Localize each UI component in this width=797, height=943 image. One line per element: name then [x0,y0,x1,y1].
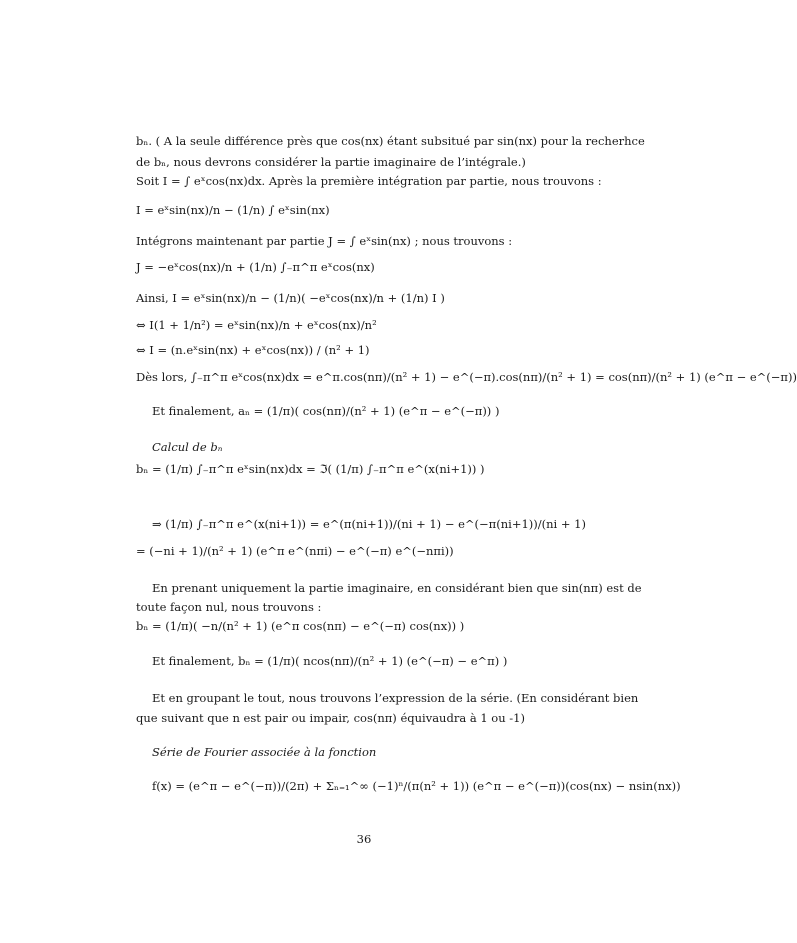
text-line: Intégrons maintenant par partie J = ∫ eˣsin(nx) ; nous trouvons : [136,234,513,248]
text-line: que suivant que n est pair ou impair, cos(nπ) équivaudra à 1 ou -1) [136,711,525,725]
equation-line: bₙ = (1/π)( −n/(n² + 1) (e^π cos(nπ) − e^(−π) cos(nx)) ) [136,619,465,633]
text-line: bₙ. ( A la seule différence près que cos(nx) étant subsitué par sin(nx) pour la recherhce [136,134,645,148]
equation-line: I = eˣsin(nx)/n − (1/n) ∫ eˣsin(nx) [136,203,330,217]
section-heading: Série de Fourier associée à la fonction [152,745,377,759]
text-line: Et en groupant le tout, nous trouvons l’expression de la série. (En considérant bien [152,691,639,705]
equation-line: ⇔ I = (n.eˣsin(nx) + eˣcos(nx)) / (n² + 1) [136,343,370,357]
equation-line: = (−ni + 1)/(n² + 1) (e^π e^(nπi) − e^(−π) e^(−nπi)) [136,544,454,558]
equation-line: bₙ = (1/π) ∫₋π^π eˣsin(nx)dx = ℑ( (1/π) ∫₋π^π e^(x(ni+1)) ) [136,462,485,476]
equation-line: ⇒ (1/π) ∫₋π^π e^(x(ni+1)) = e^(π(ni+1))/(ni + 1) − e^(−π(ni+1))/(ni + 1) [152,517,586,531]
equation-line: Dès lors, ∫₋π^π eˣcos(nx)dx = e^π.cos(nπ)/(n² + 1) − e^(−π).cos(nπ)/(n² + 1) = cos(nπ)/(n² + 1) (e^π − e^(−π)) [136,370,797,384]
section-heading: Calcul de bₙ [152,440,223,454]
equation-line: ⇔ I(1 + 1/n²) = eˣsin(nx)/n + eˣcos(nx)/n² [136,318,377,332]
equation-line: Et finalement, aₙ = (1/π)( cos(nπ)/(n² + 1) (e^π − e^(−π)) ) [152,404,500,418]
text-line: En prenant uniquement la partie imaginaire, en considérant bien que sin(nπ) est de [152,581,642,595]
equation-line: J = −eˣcos(nx)/n + (1/n) ∫₋π^π eˣcos(nx) [136,260,375,274]
text-line: toute façon nul, nous trouvons : [136,600,322,614]
equation-line: Et finalement, bₙ = (1/π)( ncos(nπ)/(n² + 1) (e^(−π) − e^π) ) [152,654,508,668]
page-number: 36 [356,832,372,846]
text-line: de bₙ, nous devrons considérer la partie imaginaire de l’intégrale.) [136,155,526,169]
text-line: Soit I = ∫ eˣcos(nx)dx. Après la première intégration par partie, nous trouvons : [136,174,602,188]
equation-line: f(x) = (e^π − e^(−π))/(2π) + Σₙ₌₁^∞ (−1)ⁿ/(π(n² + 1)) (e^π − e^(−π))(cos(nx) − nsin(nx)) [152,779,681,793]
equation-line: Ainsi, I = eˣsin(nx)/n − (1/n)( −eˣcos(nx)/n + (1/n) I ) [136,291,445,305]
